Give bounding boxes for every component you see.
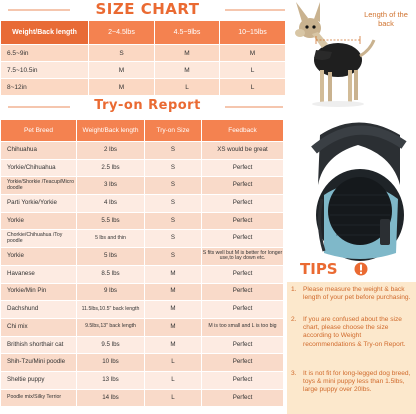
tryon-row <box>1 230 284 248</box>
size-chart-cell: L <box>220 62 286 79</box>
tryon-size-cell: L <box>145 389 202 407</box>
size-chart-header-cell: Weight/Back length <box>1 21 89 45</box>
tryon-row <box>1 195 284 213</box>
tip-number: 2. <box>291 316 297 323</box>
tryon-size-cell: L <box>145 354 202 372</box>
tryon-weight-cell: 11.5lbs,10.5" back length <box>77 301 145 319</box>
size-chart-row-label: 6.5~9in <box>1 45 89 62</box>
tryon-size-cell: M <box>145 318 202 336</box>
tryon-header-cell: Feedback <box>202 120 284 142</box>
size-chart-header-row <box>1 21 286 45</box>
tryon-breed-cell: Yorkie <box>1 212 77 230</box>
tryon-row <box>1 177 284 195</box>
tryon-breed-cell: Sheltie puppy <box>1 371 77 389</box>
tryon-report-table <box>0 119 284 407</box>
size-chart-cell: M <box>89 62 155 79</box>
tryon-size-cell: S <box>145 230 202 248</box>
tryon-weight-cell: 8.5 lbs <box>77 265 145 283</box>
tryon-feedback-cell: Perfect <box>202 354 284 372</box>
tip-item <box>291 286 414 302</box>
tryon-feedback-cell: Perfect <box>202 283 284 301</box>
tryon-header-cell: Try-on Size <box>145 120 202 142</box>
tryon-breed-cell: Havanese <box>1 265 77 283</box>
tryon-feedback-cell: Perfect <box>202 159 284 177</box>
tip-item <box>291 370 414 395</box>
tryon-weight-cell: 5 lbs and thin <box>77 230 145 248</box>
tryon-size-cell: S <box>145 159 202 177</box>
tryon-weight-cell: 2.5 lbs <box>77 159 145 177</box>
tryon-feedback-cell: Perfect <box>202 371 284 389</box>
tryon-weight-cell: 5.5 lbs <box>77 212 145 230</box>
tryon-breed-cell: Chihuahua <box>1 142 77 160</box>
back-length-label: Length of the back <box>364 10 408 28</box>
size-chart-row <box>1 79 286 96</box>
tryon-size-cell: S <box>145 212 202 230</box>
tryon-breed-cell: Shih-Tzu/Mini poodle <box>1 354 77 372</box>
tip-text: If you are confused about the size chart, please choose the size according to Weight recommendations & Try-on Report. <box>303 316 406 348</box>
size-chart-header-cell: 10~15lbs <box>220 21 286 45</box>
tryon-size-cell: M <box>145 283 202 301</box>
tryon-feedback-cell: XS would be great <box>202 142 284 160</box>
tryon-size-cell: M <box>145 265 202 283</box>
tip-number: 3. <box>291 370 297 377</box>
tryon-row <box>1 283 284 301</box>
tryon-breed-cell: Yorkie/Chihuahua <box>1 159 77 177</box>
tips-title: TIPS <box>300 260 338 278</box>
tryon-feedback-cell: Perfect <box>202 177 284 195</box>
tryon-breed-cell: Dachshund <box>1 301 77 319</box>
tryon-row <box>1 389 284 407</box>
tryon-feedback-cell: M is too small and L is too big <box>202 318 284 336</box>
size-chart-table <box>0 20 286 96</box>
tips-box <box>287 282 416 414</box>
size-chart-row <box>1 45 286 62</box>
tryon-row <box>1 142 284 160</box>
size-chart-cell: M <box>220 45 286 62</box>
title-divider <box>225 9 285 11</box>
tryon-size-cell: L <box>145 371 202 389</box>
tryon-breed-cell: Yorkie/Min Pin <box>1 283 77 301</box>
size-chart-row-label: 7.5~10.5in <box>1 62 89 79</box>
tryon-row <box>1 265 284 283</box>
size-chart-cell: L <box>155 79 220 96</box>
tryon-header-cell: Pet Breed <box>1 120 77 142</box>
size-chart-header-cell: 4.5~9lbs <box>155 21 220 45</box>
tryon-size-cell: M <box>145 336 202 354</box>
tryon-weight-cell: 3 lbs <box>77 177 145 195</box>
tryon-row <box>1 336 284 354</box>
tryon-row <box>1 248 284 266</box>
tryon-row <box>1 371 284 389</box>
tryon-weight-cell: 2 lbs <box>77 142 145 160</box>
exclamation-icon <box>354 262 368 276</box>
size-chart-title: SIZE CHART <box>95 0 200 18</box>
tryon-size-cell: M <box>145 301 202 319</box>
size-chart-row <box>1 62 286 79</box>
title-divider <box>8 106 70 108</box>
size-chart-header-cell: 2~4.5lbs <box>89 21 155 45</box>
tryon-weight-cell: 4 lbs <box>77 195 145 213</box>
tryon-weight-cell: 14 lbs <box>77 389 145 407</box>
tryon-breed-cell: Yorkie/Shorkie /Teacup/Micro doodle <box>1 177 77 195</box>
title-divider <box>8 9 70 11</box>
tryon-weight-cell: 9.5lbs,13" back length <box>77 318 145 336</box>
tryon-feedback-cell: Perfect <box>202 336 284 354</box>
tryon-size-cell: S <box>145 142 202 160</box>
size-chart-row-label: 8~12in <box>1 79 89 96</box>
size-chart-cell: S <box>89 45 155 62</box>
tryon-size-cell: S <box>145 177 202 195</box>
size-chart-cell: M <box>155 62 220 79</box>
tryon-weight-cell: 13 lbs <box>77 371 145 389</box>
pet-sling-bag-image <box>300 115 416 265</box>
tip-item <box>291 316 414 349</box>
tryon-feedback-cell: Perfect <box>202 389 284 407</box>
tryon-report-title: Try-on Report <box>94 98 201 113</box>
tryon-breed-cell: Chi mix <box>1 318 77 336</box>
tryon-feedback-cell: S fits well but M is better for longer use,to lay down etc. <box>202 248 284 266</box>
tryon-weight-cell: 10 lbs <box>77 354 145 372</box>
tryon-row <box>1 212 284 230</box>
tryon-size-cell: S <box>145 248 202 266</box>
tryon-feedback-cell: Perfect <box>202 265 284 283</box>
tryon-size-cell: S <box>145 195 202 213</box>
tryon-row <box>1 159 284 177</box>
tryon-breed-cell: Brithish shorthair cat <box>1 336 77 354</box>
tryon-feedback-cell: Perfect <box>202 195 284 213</box>
tryon-breed-cell: Chorkie/Chihuahua /Toy poodle <box>1 230 77 248</box>
tryon-row <box>1 301 284 319</box>
tryon-weight-cell: 9.5 lbs <box>77 336 145 354</box>
size-chart-cell: M <box>89 79 155 96</box>
size-chart-cell: L <box>220 79 286 96</box>
tryon-feedback-cell: Perfect <box>202 301 284 319</box>
tryon-breed-cell: Parti Yorkie/Yorkie <box>1 195 77 213</box>
tryon-weight-cell: 9 lbs <box>77 283 145 301</box>
tryon-breed-cell: Yorkie <box>1 248 77 266</box>
tip-text: Please measure the weight & back length of your pet before purchasing. <box>303 286 411 302</box>
tip-text: It is not fit for long-legged dog breed, toys & mini puppy less than 1.5lbs, large puppy over 20lbs. <box>303 370 411 394</box>
tryon-row <box>1 354 284 372</box>
tip-number: 1. <box>291 286 297 293</box>
tryon-weight-cell: 5 lbs <box>77 248 145 266</box>
tryon-header-cell: Weight/Back length <box>77 120 145 142</box>
tryon-header-row <box>1 120 284 142</box>
size-chart-cell: M <box>155 45 220 62</box>
title-divider <box>225 106 283 108</box>
tryon-feedback-cell: Perfect <box>202 212 284 230</box>
tryon-breed-cell: Poodle mix/Silky Terrior <box>1 389 77 407</box>
tryon-feedback-cell: Perfect <box>202 230 284 248</box>
tryon-row <box>1 318 284 336</box>
